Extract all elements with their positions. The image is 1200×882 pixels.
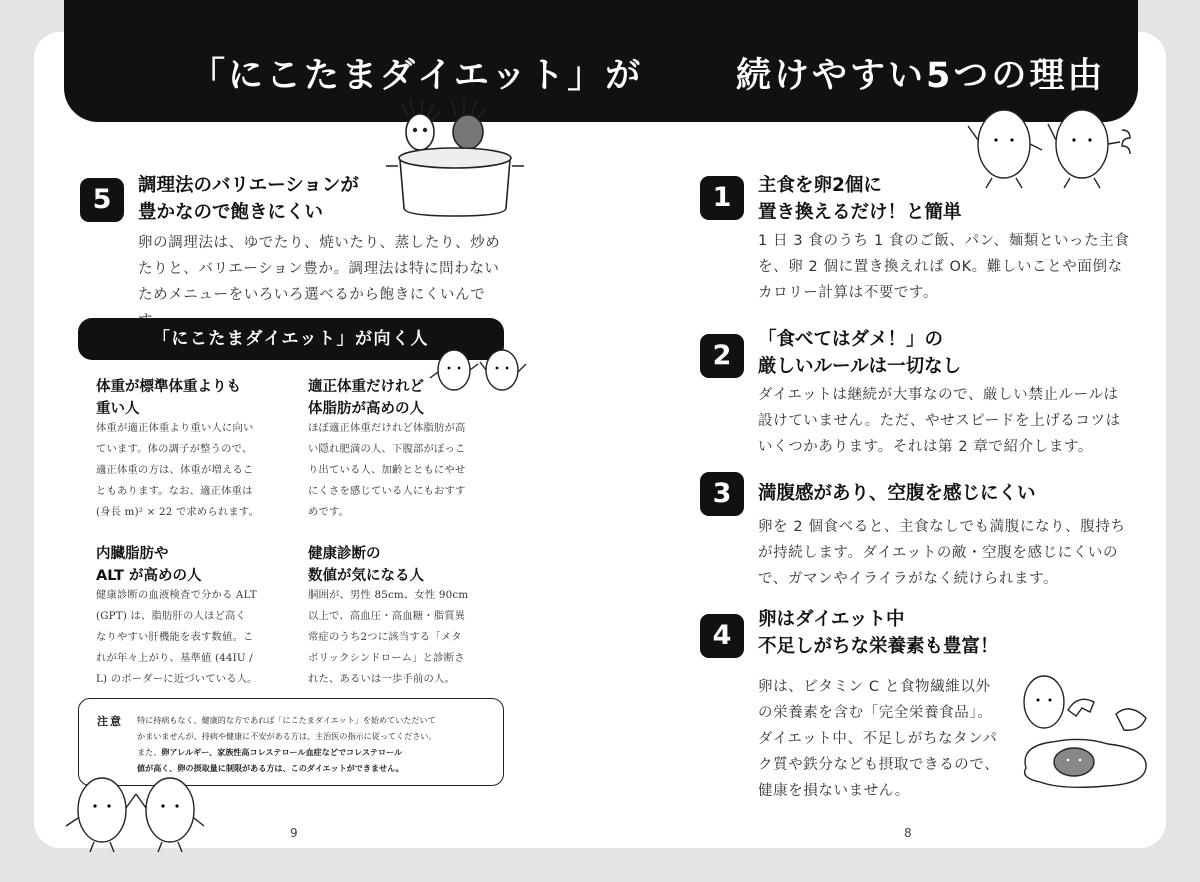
suitable-item-1-body: 体重が適正体重より重い人に向い ています。体の調子が整うので、 適正体重の方は、体重が増えるこ ともあります。なお、適正体重は (身長 m)² × 22 で求められます。 [96, 422, 260, 518]
reason-3-body: 卵を 2 個食べると、主食なしでも満腹になり、腹持ち が持続します。ダイエットの敵・空腹を感じにくいの で、ガマンやイライラがなく続けられます。 [758, 519, 1126, 587]
egg-and-fried-egg-illustration [1012, 668, 1162, 808]
header-title-right: 続けやすい5つの理由 [736, 56, 1106, 96]
suitable-item-1-title: 体重が標準体重よりも 重い人 [96, 379, 241, 417]
reason-2-body: ダイエットは継続が大事なので、厳しい禁止ルールは 設けていません。ただ、やせスピードを上げるコツは いくつかあります。それは第 2 章で紹介します。 [758, 387, 1121, 455]
reason-4-number: 4 [700, 614, 744, 658]
reason-5-title: 調理法のバリエーションが 豊かなので飽きにくい [138, 175, 359, 223]
caution-text-bold: 卵アレルギー、家族性高コレステロール血症などでコレステロール 値が高く、卵の摂取量に制限がある方は、このダイエットができません。 [137, 747, 404, 773]
reason-4-body: 卵は、ビタミン C と食物繊維以外 の栄養素を含む「完全栄養食品」。 ダイエット中、不足しがちなタンパ ク質や鉄分なども摂取できるので、 健康を損ないません。 [758, 679, 1000, 799]
reason-1-number: 1 [700, 176, 744, 220]
suitable-item-4-body: 胴囲が、男性 85cm、女性 90cm 以上で、高血圧・高血糖・脂質異 常症のうち2つに該当する「メタ ボリックシンドローム」と診断さ れた、あるいは一歩手前の人。 [308, 589, 469, 685]
caution-text [137, 712, 489, 776]
reason-1-body: 1 日 3 食のうち 1 食のご飯、パン、麺類といった主食 を、卵 2 個に置き換えれば OK。難しいことや面倒な カロリー計算は不要です。 [758, 233, 1130, 301]
reason-2-title: 「食べてはダメ！」の 厳しいルールは一切なし [758, 329, 962, 377]
two-eggs-bottom-illustration [60, 768, 210, 858]
reason-5-number: 5 [80, 178, 124, 222]
reason-4-title: 卵はダイエット中 不足しがちな栄養素も豊富！ [758, 609, 999, 657]
pot-with-eggs-illustration [380, 94, 520, 224]
caution-text-plain: 特に持病もなく、健康的な方であれば「にこたまダイエット」を始めていただいて かまいませんが、持病や健康に不安がある方は、主治医の指示に従ってください。 また、 [137, 715, 437, 757]
header-title-left: 「にこたまダイエット」が [190, 56, 644, 96]
suitable-item-3-body: 健康診断の血液検査で分かる ALT (GPT) は、脂肪肝の人ほど高く なりやすい肝機能を表す数値。こ れが年々上がり、基準値 (44IU / L) のボーダーに近づいている人。 [96, 589, 258, 685]
suitable-item-3-title: 内臓脂肪や ALT が高めの人 [96, 546, 202, 584]
reason-5-body: 卵の調理法は、ゆでたり、焼いたり、蒸したり、炒め たりと、バリエーション豊か。調理法は特に問わない ためメニューをいろいろ選べるから飽きにくいんで [138, 235, 501, 303]
page-number-right: 8 [904, 826, 912, 840]
reason-3-number: 3 [700, 472, 744, 516]
reason-3-title: 満腹感があり、空腹を感じにくい [758, 483, 1036, 504]
suitable-item-4-title: 健康診断の 数値が気になる人 [308, 546, 424, 584]
suitable-people-heading: 「にこたまダイエット」が向く人 [78, 318, 504, 360]
two-eggs-waving-illustration [428, 340, 528, 400]
suitable-item-2-title: 適正体重だけれど 体脂肪が高めの人 [308, 379, 424, 417]
reason-2-number: 2 [700, 334, 744, 378]
suitable-item-2-body: ほぼ適正体重だけれど体脂肪が高 い隠れ肥満の人、下腹部がぽっこ り出ている人、加齢とともにやせ にくさを感じている人にもおすす めです。 [308, 422, 466, 518]
reason-1-title: 主食を卵2個に 置き換えるだけ！と簡単 [758, 175, 962, 223]
caution-label: 注意 [97, 715, 123, 728]
two-eggs-dancing-illustration [962, 100, 1152, 195]
page-number-left: 9 [290, 826, 298, 840]
